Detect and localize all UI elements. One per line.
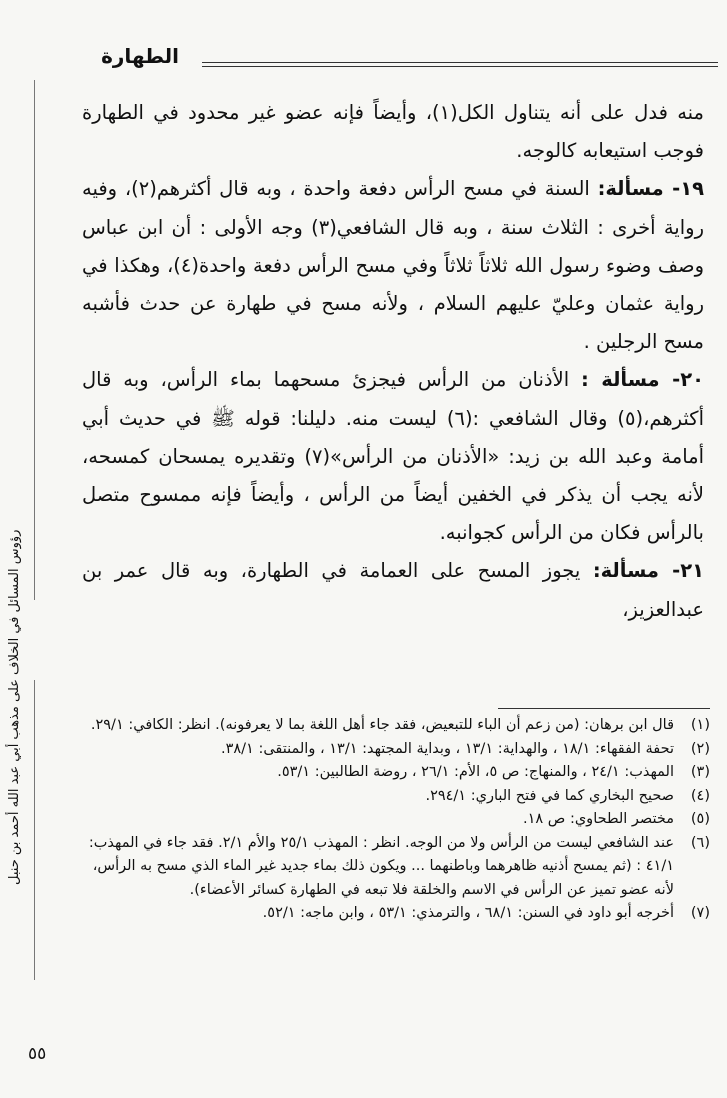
footnote-number: (٣)	[690, 764, 710, 780]
paragraph-issue-20	[82, 361, 704, 552]
footnote-number: (٤)	[690, 787, 710, 804]
main-text	[82, 94, 704, 629]
issue-text-19: السنة في مسح الرأس دفعة واحدة ، وبه قال أكثرهم(٢)، وفيه رواية أخرى : الثلاث سنة ، وبه قال الشافعي(٣) وجه الأولى : أن ابن عباس وصف وضوء رسول الله ثلاثاً ثلاثاً وفي مسح الرأس دفعة واحدة(٤)، وهكذا في رواية عثمان وعليّ عليهم السلام ، ولأنه مسح في طهارة عن حدث فأشبه مسح الرجلين .	[82, 177, 704, 354]
footnote-text: قال ابن برهان: (من زعم أن الباء للتبعيض، فقد جاء أهل اللغة بما لا يعرفونه). انظر: الكافي: ٢٩/١.	[90, 717, 674, 733]
issue-heading-19: ١٩- مسألة:	[597, 177, 704, 201]
footnote-number: (٢)	[690, 740, 710, 757]
footnote-text: مختصر الطحاوي: ص ١٨.	[523, 811, 674, 827]
footnote-number: (٦)	[690, 834, 710, 851]
footnote-item	[88, 738, 710, 762]
footnotes	[88, 714, 710, 926]
footnote-number: (١)	[690, 717, 710, 733]
issue-heading-20: ٢٠- مسألة :	[580, 368, 704, 392]
issue-text-20: الأذنان من الرأس فيجزئ مسحهما بماء الرأس، وبه قال أكثرهم،(٥) وقال الشافعي :(٦) ليست منه. دليلنا: قوله ﷺ في حديث أبي أمامة وعبد الله بن زيد: «الأذنان من الرأس»(٧) وتقديره يمسحان كمسحه، لأنه يجب أن يذكر في الخفين أيضاً من الرأس ، وأيضاً فإنه ممسوح متصل بالرأس فكان من الرأس كجوانبه.	[82, 368, 704, 545]
paragraph-issue-19	[82, 170, 704, 361]
footnote-item	[88, 761, 710, 785]
footnote-text: صحيح البخاري كما في فتح الباري: ٢٩٤/١.	[425, 787, 674, 804]
footnote-rule	[498, 708, 710, 709]
footnote-text: عند الشافعي ليست من الرأس ولا من الوجه. انظر : المهذب ٢٥/١ والأم ٢/١. فقد جاء في المهذب: ٤١/١ : (ثم يمسح أذنيه ظاهرهما وباطنهما ... ويكون ذلك بماء جديد غير الماء الذي مسح به الرأس، لأنه عضو تميز عن الرأس في الاسم والخلقة فلا تبعه في الطهارة كسائر الأعضاء).	[88, 834, 674, 898]
footnote-item	[88, 832, 710, 903]
paragraph-continuation	[82, 94, 704, 170]
side-rule-top	[34, 80, 35, 600]
footnote-text: المهذب: ٢٤/١ ، والمنهاج: ص ٥، الأم: ٢٦/١ ، روضة الطالبين: ٥٣/١.	[277, 764, 674, 780]
footnote-item	[88, 714, 710, 738]
paragraph-issue-21	[82, 552, 704, 628]
footnote-text: أخرجه أبو داود في السنن: ٦٨/١ ، والترمذي: ٥٣/١ ، وابن ماجه: ٥٢/١.	[262, 905, 674, 921]
page-number: ٥٥	[28, 1044, 47, 1064]
footnote-number: (٧)	[690, 905, 710, 921]
side-book-title: رؤوس المسائل في الخلاف على مذهب أبي عبد الله أحمد بن حنبل	[7, 530, 22, 886]
issue-heading-21: ٢١- مسألة:	[592, 559, 704, 583]
paragraph-text: منه فدل على أنه يتناول الكل(١)، وأيضاً فإنه عضو غير محدود في الطهارة فوجب استيعابه كالوجه.	[82, 101, 704, 163]
footnote-text: تحفة الفقهاء: ١٨/١ ، والهداية: ١٣/١ ، وبداية المجتهد: ١٣/١ ، والمنتقى: ٣٨/١.	[220, 740, 674, 757]
header-rule	[202, 62, 718, 67]
footnote-number: (٥)	[690, 811, 710, 827]
footnote-item	[88, 808, 710, 832]
side-rule-bottom	[34, 680, 35, 980]
issue-text-21: يجوز المسح على العمامة في الطهارة، وبه قال عمر بن عبدالعزيز،	[82, 559, 704, 621]
footnote-item	[88, 785, 710, 809]
running-header-title: الطهارة	[101, 44, 179, 68]
footnote-item	[88, 902, 710, 926]
